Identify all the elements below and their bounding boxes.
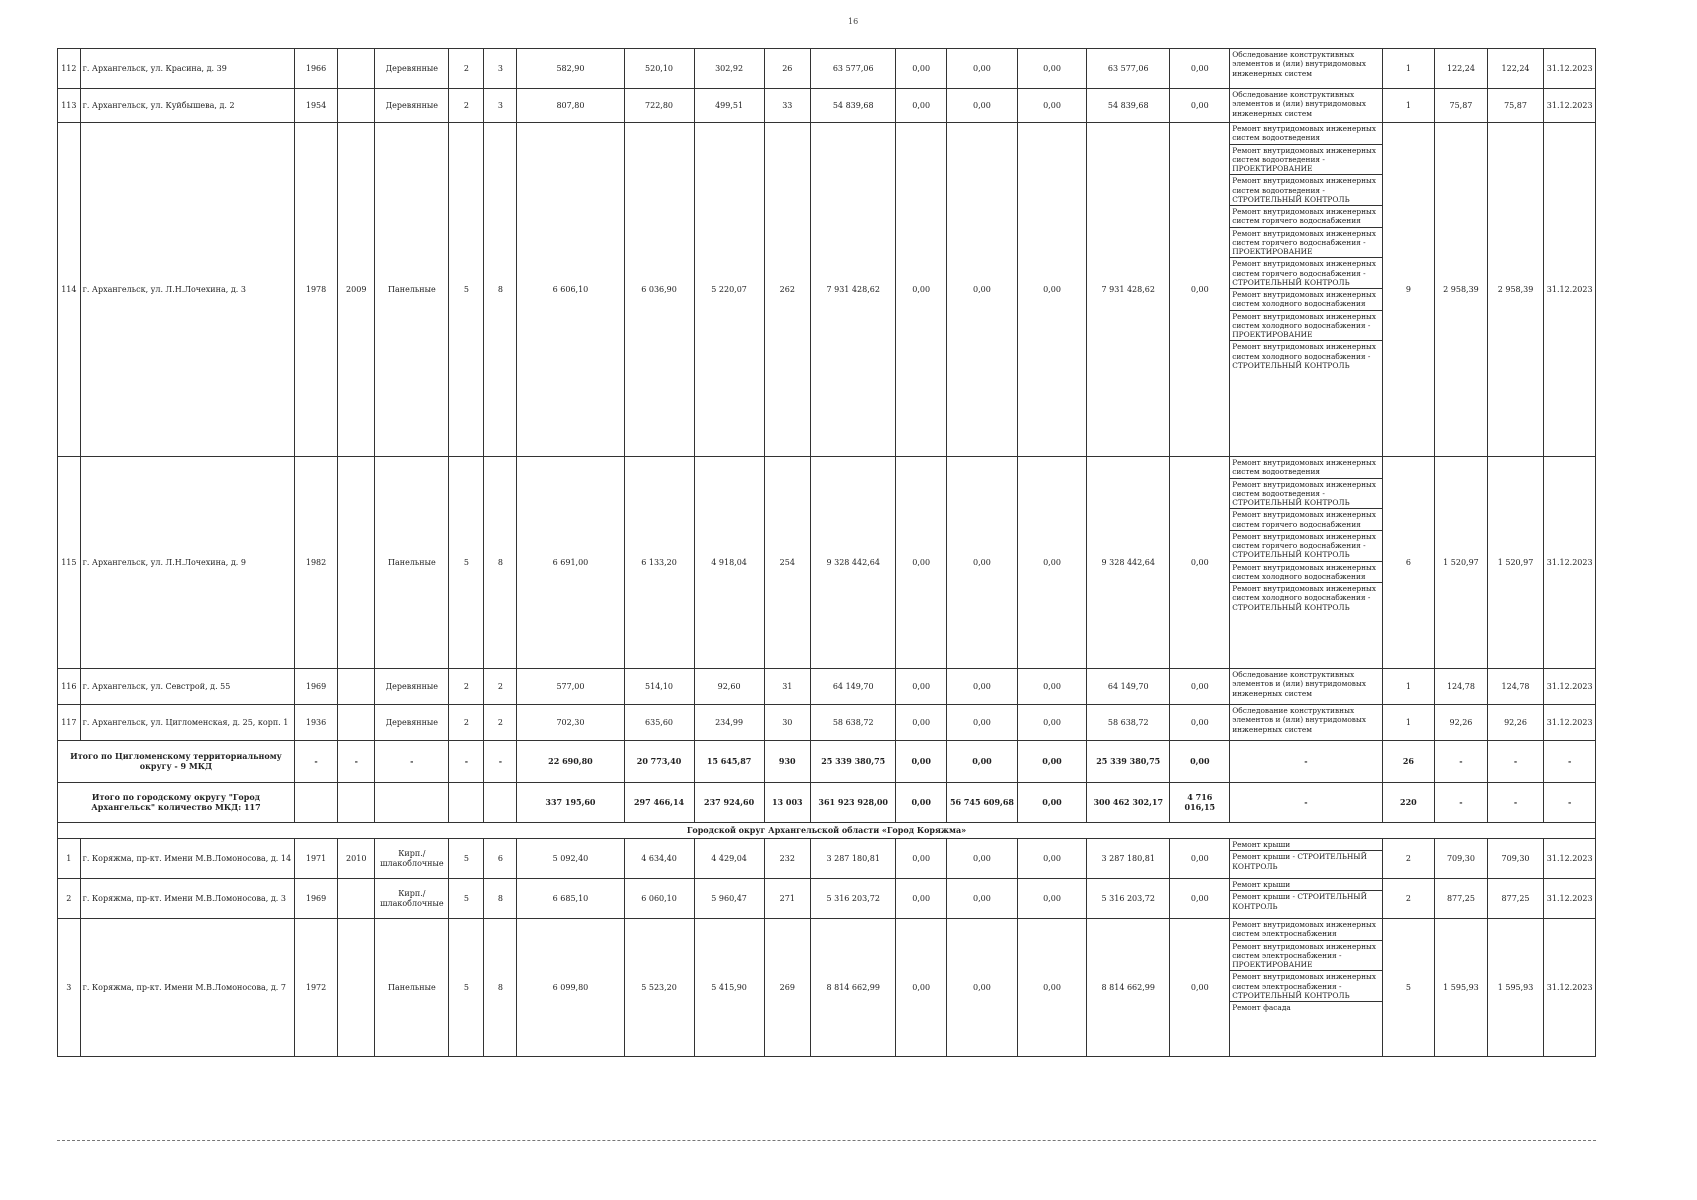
total-label: Итого по Цигломенскому территориальному округу - 9 МКД [58, 741, 295, 783]
cost-other: 0,00 [1170, 879, 1230, 919]
total-dash: - [484, 741, 517, 783]
works-list [1230, 839, 1382, 879]
cost-regional: 0,00 [946, 839, 1017, 879]
total-c1: 0,00 [896, 741, 946, 783]
works-table [1230, 919, 1381, 1013]
area-total: 702,30 [517, 705, 624, 741]
cost-owners: 3 287 180,81 [1087, 839, 1170, 879]
cost-owners: 58 638,72 [1087, 705, 1170, 741]
house-address: г. Коряжма, пр-кт. Имени М.В.Ломоносова, д. 3 [80, 879, 294, 919]
total-c3: 0,00 [1018, 783, 1087, 823]
work-item: Ремонт крыши [1230, 879, 1381, 891]
recon-year: 2009 [338, 123, 375, 457]
works-count: 6 [1382, 457, 1435, 669]
works-list [1230, 919, 1382, 1057]
cost-federal: 0,00 [896, 705, 946, 741]
cost-regional: 0,00 [946, 123, 1017, 457]
area-total: 6 685,10 [517, 879, 624, 919]
entrances-count: 2 [484, 669, 517, 705]
build-year: 1954 [294, 89, 337, 123]
area-living: 4 918,04 [694, 457, 764, 669]
unit-cost: 877,25 [1435, 879, 1488, 919]
works-count: 1 [1382, 49, 1435, 89]
total-u1: - [1435, 741, 1488, 783]
table-row [58, 89, 1596, 123]
cost-owners: 64 149,70 [1087, 669, 1170, 705]
cost-regional: 0,00 [946, 669, 1017, 705]
total-cost: 361 923 928,00 [810, 783, 896, 823]
cost-federal: 0,00 [896, 879, 946, 919]
completion-date: 31.12.2023 [1544, 839, 1596, 879]
empty-cell [375, 783, 449, 823]
total-u1: - [1435, 783, 1488, 823]
unit-cost: 124,78 [1435, 669, 1488, 705]
work-item: Ремонт внутридомовых инженерных систем холодного водоснабжения - ПРОЕКТИРОВАНИЕ [1230, 310, 1381, 341]
cost-municipal: 0,00 [1018, 457, 1087, 669]
build-year: 1966 [294, 49, 337, 89]
work-item: Ремонт крыши - СТРОИТЕЛЬНЫЙ КОНТРОЛЬ [1232, 852, 1368, 871]
repair-cost: 8 814 662,99 [810, 919, 896, 1057]
total-works: - [1230, 741, 1382, 783]
total-c3: 0,00 [1018, 741, 1087, 783]
completion-date: 31.12.2023 [1544, 123, 1596, 457]
wall-material: Деревянные [375, 49, 449, 89]
total-u2: - [1487, 783, 1544, 823]
works-list [1230, 123, 1382, 457]
total-c2: 0,00 [946, 741, 1017, 783]
work-item: Ремонт крыши [1230, 839, 1381, 851]
unit-cost: 75,87 [1435, 89, 1488, 123]
total-c5: 0,00 [1170, 741, 1230, 783]
recon-year [338, 705, 375, 741]
area-total: 6 606,10 [517, 123, 624, 457]
works-count: 1 [1382, 705, 1435, 741]
unit-cost: 122,24 [1435, 49, 1488, 89]
area-living: 5 220,07 [694, 123, 764, 457]
build-year: 1969 [294, 669, 337, 705]
unit-cost: 709,30 [1435, 839, 1488, 879]
area-residential: 6 060,10 [624, 879, 694, 919]
works-list [1230, 89, 1382, 123]
area-residential: 6 133,20 [624, 457, 694, 669]
house-address: г. Архангельск, ул. Красина, д. 39 [80, 49, 294, 89]
works-list [1230, 49, 1382, 89]
work-item: Ремонт внутридомовых инженерных систем горячего водоснабжения [1230, 206, 1381, 228]
cost-owners: 5 316 203,72 [1087, 879, 1170, 919]
work-item: Ремонт внутридомовых инженерных систем водоотведения - СТРОИТЕЛЬНЫЙ КОНТРОЛЬ [1230, 175, 1381, 206]
empty-cell [484, 783, 517, 823]
cost-municipal: 0,00 [1018, 705, 1087, 741]
total-dash: - [375, 741, 449, 783]
wall-material: Панельные [375, 919, 449, 1057]
cost-federal: 0,00 [896, 839, 946, 879]
residents-count: 269 [764, 919, 810, 1057]
floors-count: 5 [449, 457, 484, 669]
total-c4: 25 339 380,75 [1087, 741, 1170, 783]
unit-cost-limit: 75,87 [1487, 89, 1544, 123]
residents-count: 262 [764, 123, 810, 457]
city-total-row [58, 783, 1596, 823]
works-table [1230, 457, 1381, 613]
work-item: Ремонт внутридомовых инженерных систем холодного водоснабжения [1230, 561, 1381, 583]
cost-owners: 54 839,68 [1087, 89, 1170, 123]
build-year: 1971 [294, 839, 337, 879]
cost-regional: 0,00 [946, 919, 1017, 1057]
residents-count: 271 [764, 879, 810, 919]
wall-material: Деревянные [375, 669, 449, 705]
work-item: Ремонт крыши - СТРОИТЕЛЬНЫЙ КОНТРОЛЬ [1232, 892, 1368, 911]
row-number: 3 [58, 919, 81, 1057]
cost-municipal: 0,00 [1018, 669, 1087, 705]
house-address: г. Коряжма, пр-кт. Имени М.В.Ломоносова, д. 7 [80, 919, 294, 1057]
entrances-count: 3 [484, 49, 517, 89]
table-row [58, 457, 1596, 669]
completion-date: 31.12.2023 [1544, 49, 1596, 89]
area-total: 807,80 [517, 89, 624, 123]
works-list [1230, 457, 1382, 669]
cost-federal: 0,00 [896, 123, 946, 457]
work-item: Обследование конструктивных элементов и (или) внутридомовых инженерных систем [1232, 90, 1367, 118]
work-item: Ремонт внутридомовых инженерных систем горячего водоснабжения - СТРОИТЕЛЬНЫЙ КОНТРОЛЬ [1230, 258, 1381, 289]
completion-date: 31.12.2023 [1544, 89, 1596, 123]
floors-count: 5 [449, 123, 484, 457]
table-row [58, 919, 1596, 1057]
total-cost: 25 339 380,75 [810, 741, 896, 783]
residents-count: 31 [764, 669, 810, 705]
total-wcount: 26 [1382, 741, 1435, 783]
repair-cost: 9 328 442,64 [810, 457, 896, 669]
recon-year [338, 89, 375, 123]
wall-material: Деревянные [375, 705, 449, 741]
cost-owners: 8 814 662,99 [1087, 919, 1170, 1057]
cost-other: 0,00 [1170, 89, 1230, 123]
cost-municipal: 0,00 [1018, 123, 1087, 457]
entrances-count: 8 [484, 879, 517, 919]
area-residential: 514,10 [624, 669, 694, 705]
work-item: Ремонт фасада [1232, 1003, 1291, 1012]
build-year: 1982 [294, 457, 337, 669]
row-number: 112 [58, 49, 81, 89]
area-total: 6 691,00 [517, 457, 624, 669]
repair-cost: 5 316 203,72 [810, 879, 896, 919]
recon-year [338, 457, 375, 669]
total-dash: - [294, 741, 337, 783]
works-table [1230, 669, 1381, 699]
total-date: - [1544, 783, 1596, 823]
total-people: 930 [764, 741, 810, 783]
area-living: 302,92 [694, 49, 764, 89]
wall-material: Кирп./шлакоблочные [375, 879, 449, 919]
row-number: 1 [58, 839, 81, 879]
works-table [1230, 839, 1381, 872]
unit-cost-limit: 1 520,97 [1487, 457, 1544, 669]
completion-date: 31.12.2023 [1544, 457, 1596, 669]
area-living: 5 415,90 [694, 919, 764, 1057]
works-list [1230, 669, 1382, 705]
unit-cost-limit: 124,78 [1487, 669, 1544, 705]
total-dash: - [338, 741, 375, 783]
area-living: 92,60 [694, 669, 764, 705]
work-item: Ремонт внутридомовых инженерных систем холодного водоснабжения - СТРОИТЕЛЬНЫЙ КОНТРОЛЬ [1232, 342, 1377, 370]
works-list [1230, 879, 1382, 919]
work-item: Ремонт внутридомовых инженерных систем электроснабжения [1230, 919, 1381, 940]
total-dash: - [449, 741, 484, 783]
entrances-count: 3 [484, 89, 517, 123]
completion-date: 31.12.2023 [1544, 669, 1596, 705]
total-c1: 0,00 [896, 783, 946, 823]
area-total: 6 099,80 [517, 919, 624, 1057]
entrances-count: 8 [484, 457, 517, 669]
work-item: Обследование конструктивных элементов и (или) внутридомовых инженерных систем [1232, 670, 1367, 698]
residents-count: 33 [764, 89, 810, 123]
floors-count: 5 [449, 839, 484, 879]
cost-federal: 0,00 [896, 919, 946, 1057]
repair-cost: 3 287 180,81 [810, 839, 896, 879]
district-total-row [58, 741, 1596, 783]
total-label: Итого по городскому округу "Город Архангельск" количество МКД: 117 [58, 783, 295, 823]
wall-material: Панельные [375, 123, 449, 457]
total-area-total: 337 195,60 [517, 783, 624, 823]
empty-cell [449, 783, 484, 823]
unit-cost-limit: 92,26 [1487, 705, 1544, 741]
cost-municipal: 0,00 [1018, 49, 1087, 89]
area-residential: 722,80 [624, 89, 694, 123]
unit-cost-limit: 122,24 [1487, 49, 1544, 89]
works-table [1230, 879, 1381, 912]
area-total: 5 092,40 [517, 839, 624, 879]
cost-federal: 0,00 [896, 669, 946, 705]
residents-count: 232 [764, 839, 810, 879]
residents-count: 26 [764, 49, 810, 89]
floors-count: 5 [449, 919, 484, 1057]
work-item: Ремонт внутридомовых инженерных систем электроснабжения - СТРОИТЕЛЬНЫЙ КОНТРОЛЬ [1230, 971, 1381, 1002]
area-living: 499,51 [694, 89, 764, 123]
work-item: Ремонт внутридомовых инженерных систем электроснабжения - ПРОЕКТИРОВАНИЕ [1230, 940, 1381, 971]
recon-year [338, 879, 375, 919]
unit-cost: 1 520,97 [1435, 457, 1488, 669]
unit-cost: 2 958,39 [1435, 123, 1488, 457]
house-address: г. Коряжма, пр-кт. Имени М.В.Ломоносова, д. 14 [80, 839, 294, 879]
works-table [1230, 49, 1381, 79]
total-works: - [1230, 783, 1382, 823]
repair-cost: 63 577,06 [810, 49, 896, 89]
total-area-res: 297 466,14 [624, 783, 694, 823]
total-date: - [1544, 741, 1596, 783]
cost-municipal: 0,00 [1018, 89, 1087, 123]
unit-cost: 92,26 [1435, 705, 1488, 741]
table-row [58, 669, 1596, 705]
cost-other: 0,00 [1170, 919, 1230, 1057]
page-cut-edge [57, 1140, 1596, 1143]
entrances-count: 6 [484, 839, 517, 879]
work-item: Обследование конструктивных элементов и (или) внутридомовых инженерных систем [1232, 50, 1367, 78]
repair-cost: 58 638,72 [810, 705, 896, 741]
house-address: г. Архангельск, ул. Куйбышева, д. 2 [80, 89, 294, 123]
work-item: Ремонт внутридомовых инженерных систем водоотведения [1230, 123, 1381, 144]
unit-cost-limit: 2 958,39 [1487, 123, 1544, 457]
cost-regional: 0,00 [946, 705, 1017, 741]
work-item: Ремонт внутридомовых инженерных систем холодного водоснабжения [1230, 289, 1381, 311]
work-item: Ремонт внутридомовых инженерных систем горячего водоснабжения - ПРОЕКТИРОВАНИЕ [1230, 227, 1381, 258]
table-row [58, 879, 1596, 919]
area-total: 577,00 [517, 669, 624, 705]
recon-year [338, 669, 375, 705]
work-item: Обследование конструктивных элементов и (или) внутридомовых инженерных систем [1232, 706, 1367, 734]
entrances-count: 8 [484, 919, 517, 1057]
floors-count: 2 [449, 89, 484, 123]
cost-regional: 0,00 [946, 457, 1017, 669]
works-table [1230, 705, 1381, 735]
total-area-liv: 15 645,87 [694, 741, 764, 783]
works-count: 1 [1382, 89, 1435, 123]
works-list [1230, 705, 1382, 741]
total-area-res: 20 773,40 [624, 741, 694, 783]
cost-regional: 0,00 [946, 879, 1017, 919]
empty-cell [338, 783, 375, 823]
cost-owners: 7 931 428,62 [1087, 123, 1170, 457]
residents-count: 254 [764, 457, 810, 669]
wall-material: Кирп./шлакоблочные [375, 839, 449, 879]
area-residential: 6 036,90 [624, 123, 694, 457]
floors-count: 2 [449, 669, 484, 705]
build-year: 1936 [294, 705, 337, 741]
total-area-total: 22 690,80 [517, 741, 624, 783]
area-living: 234,99 [694, 705, 764, 741]
completion-date: 31.12.2023 [1544, 879, 1596, 919]
work-item: Ремонт внутридомовых инженерных систем водоотведения [1230, 457, 1381, 478]
build-year: 1972 [294, 919, 337, 1057]
work-item: Ремонт внутридомовых инженерных систем горячего водоснабжения - СТРОИТЕЛЬНЫЙ КОНТРОЛЬ [1230, 530, 1381, 561]
cost-federal: 0,00 [896, 457, 946, 669]
floors-count: 2 [449, 705, 484, 741]
entrances-count: 8 [484, 123, 517, 457]
total-wcount: 220 [1382, 783, 1435, 823]
section-title: Городской округ Архангельской области «Город Коряжма» [58, 823, 1596, 839]
house-address: г. Архангельск, ул. Цигломенская, д. 25, корп. 1 [80, 705, 294, 741]
completion-date: 31.12.2023 [1544, 919, 1596, 1057]
total-c4: 300 462 302,17 [1087, 783, 1170, 823]
works-count: 2 [1382, 839, 1435, 879]
empty-cell [294, 783, 337, 823]
house-address: г. Архангельск, ул. Севстрой, д. 55 [80, 669, 294, 705]
floors-count: 2 [449, 49, 484, 89]
section-header-row [58, 823, 1596, 839]
total-u2: - [1487, 741, 1544, 783]
cost-municipal: 0,00 [1018, 839, 1087, 879]
cost-federal: 0,00 [896, 49, 946, 89]
row-number: 115 [58, 457, 81, 669]
work-item: Ремонт внутридомовых инженерных систем водоотведения - СТРОИТЕЛЬНЫЙ КОНТРОЛЬ [1230, 478, 1381, 509]
works-table [1230, 89, 1381, 119]
cost-federal: 0,00 [896, 89, 946, 123]
total-people: 13 003 [764, 783, 810, 823]
row-number: 2 [58, 879, 81, 919]
cost-regional: 0,00 [946, 89, 1017, 123]
table-row [58, 839, 1596, 879]
works-table [1230, 123, 1381, 371]
row-number: 117 [58, 705, 81, 741]
wall-material: Деревянные [375, 89, 449, 123]
cost-owners: 9 328 442,64 [1087, 457, 1170, 669]
house-address: г. Архангельск, ул. Л.Н.Лочехина, д. 3 [80, 123, 294, 457]
row-number: 114 [58, 123, 81, 457]
completion-date: 31.12.2023 [1544, 705, 1596, 741]
works-count: 2 [1382, 879, 1435, 919]
cost-other: 0,00 [1170, 457, 1230, 669]
repair-cost: 54 839,68 [810, 89, 896, 123]
build-year: 1978 [294, 123, 337, 457]
cost-other: 0,00 [1170, 839, 1230, 879]
table-row [58, 705, 1596, 741]
residents-count: 30 [764, 705, 810, 741]
recon-year [338, 919, 375, 1057]
area-residential: 4 634,40 [624, 839, 694, 879]
recon-year: 2010 [338, 839, 375, 879]
area-residential: 635,60 [624, 705, 694, 741]
cost-other: 0,00 [1170, 49, 1230, 89]
area-living: 4 429,04 [694, 839, 764, 879]
works-count: 5 [1382, 919, 1435, 1057]
repair-cost: 7 931 428,62 [810, 123, 896, 457]
cost-other: 0,00 [1170, 705, 1230, 741]
unit-cost: 1 595,93 [1435, 919, 1488, 1057]
row-number: 116 [58, 669, 81, 705]
cost-municipal: 0,00 [1018, 879, 1087, 919]
unit-cost-limit: 877,25 [1487, 879, 1544, 919]
unit-cost-limit: 1 595,93 [1487, 919, 1544, 1057]
total-c5: 4 716 016,15 [1170, 783, 1230, 823]
repair-cost: 64 149,70 [810, 669, 896, 705]
house-address: г. Архангельск, ул. Л.Н.Лочехина, д. 9 [80, 457, 294, 669]
total-area-liv: 237 924,60 [694, 783, 764, 823]
entrances-count: 2 [484, 705, 517, 741]
area-total: 582,90 [517, 49, 624, 89]
work-item: Ремонт внутридомовых инженерных систем водоотведения - ПРОЕКТИРОВАНИЕ [1230, 144, 1381, 175]
row-number: 113 [58, 89, 81, 123]
area-residential: 5 523,20 [624, 919, 694, 1057]
table-row [58, 123, 1596, 457]
recon-year [338, 49, 375, 89]
cost-other: 0,00 [1170, 669, 1230, 705]
work-item: Ремонт внутридомовых инженерных систем горячего водоснабжения [1230, 509, 1381, 531]
cost-owners: 63 577,06 [1087, 49, 1170, 89]
cost-municipal: 0,00 [1018, 919, 1087, 1057]
capital-repair-table [57, 48, 1596, 1057]
build-year: 1969 [294, 879, 337, 919]
area-residential: 520,10 [624, 49, 694, 89]
floors-count: 5 [449, 879, 484, 919]
area-living: 5 960,47 [694, 879, 764, 919]
total-c2: 56 745 609,68 [946, 783, 1017, 823]
page-number: 16 [848, 17, 859, 26]
cost-regional: 0,00 [946, 49, 1017, 89]
work-item: Ремонт внутридомовых инженерных систем холодного водоснабжения - СТРОИТЕЛЬНЫЙ КОНТРОЛЬ [1232, 584, 1377, 612]
cost-other: 0,00 [1170, 123, 1230, 457]
table-row [58, 49, 1596, 89]
wall-material: Панельные [375, 457, 449, 669]
works-count: 1 [1382, 669, 1435, 705]
works-count: 9 [1382, 123, 1435, 457]
unit-cost-limit: 709,30 [1487, 839, 1544, 879]
